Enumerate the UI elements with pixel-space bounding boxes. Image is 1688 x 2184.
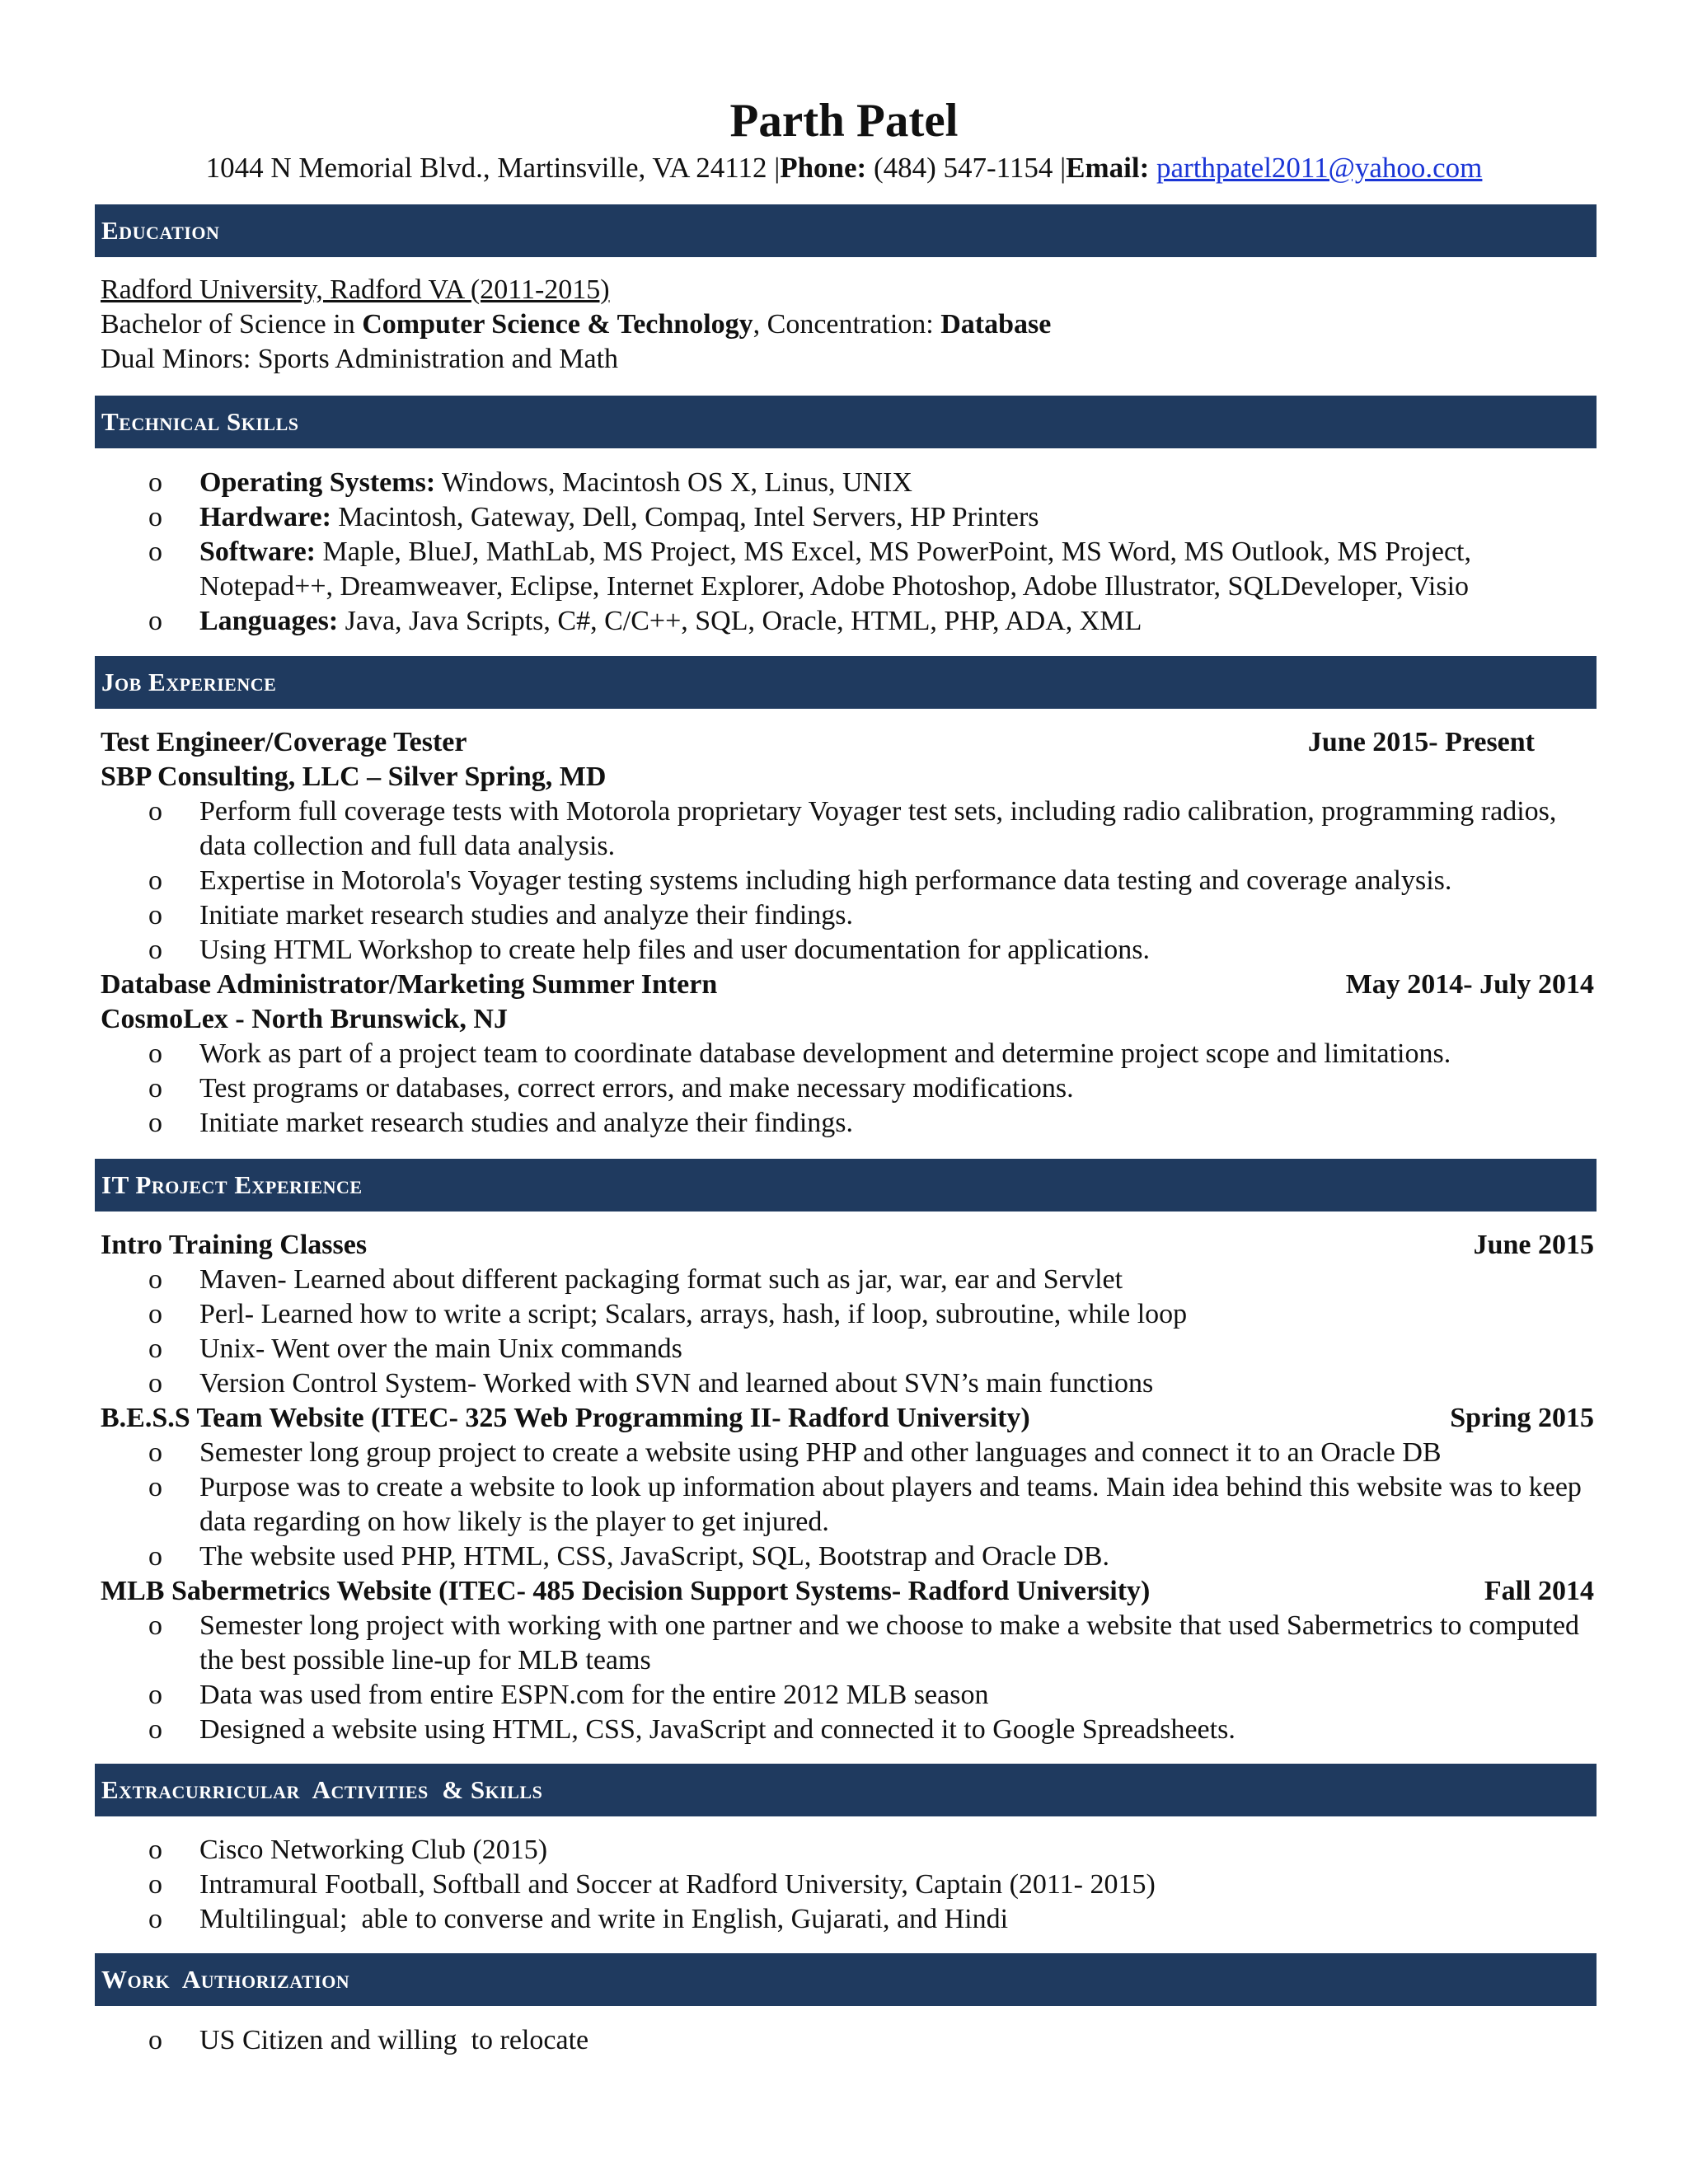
extracurricular-text: Multilingual; able to converse and write in English, Gujarati, and Hindi bbox=[199, 1904, 1009, 1934]
bullet-marker: o bbox=[148, 1073, 162, 1104]
bullet-marker: o bbox=[148, 1368, 162, 1399]
skill-label: Operating Systems: bbox=[199, 467, 436, 498]
job-bullet bbox=[148, 933, 1591, 968]
job-bullet bbox=[148, 1037, 1591, 1071]
project-bullet bbox=[148, 1713, 1591, 1747]
degree-prefix: Bachelor of Science in bbox=[101, 309, 363, 340]
bullet-marker: o bbox=[148, 1680, 162, 1710]
bullet-marker: o bbox=[148, 1299, 162, 1329]
education-school: Radford University, Radford VA (2011-2015) bbox=[101, 274, 610, 305]
project-bullet bbox=[148, 1263, 1591, 1297]
bullet-marker: o bbox=[148, 1472, 162, 1502]
job-bullet-text: Perform full coverage tests with Motorola proprietary Voyager test sets, including radio calibration, programming radios, data collection and full data analysis. bbox=[199, 796, 1557, 861]
project-header bbox=[101, 1228, 1594, 1263]
education-minors: Dual Minors: Sports Administration and Math bbox=[101, 344, 619, 374]
project-bullet bbox=[148, 1540, 1591, 1574]
bullet-marker: o bbox=[148, 1835, 162, 1865]
job-date: May 2014- July 2014 bbox=[1345, 969, 1594, 1000]
section-extracurricular bbox=[95, 1764, 1597, 1816]
project-header bbox=[101, 1574, 1594, 1609]
phone-number: (484) 547-1154 | bbox=[866, 152, 1067, 184]
project-bullet-text: Perl- Learned how to write a script; Scalars, arrays, hash, if loop, subroutine, while loop bbox=[199, 1299, 1188, 1329]
project-bullet-text: The website used PHP, HTML, CSS, JavaScript, SQL, Bootstrap and Oracle DB. bbox=[199, 1541, 1109, 1572]
project-bullet bbox=[148, 1609, 1591, 1678]
skill-label: Languages: bbox=[199, 606, 339, 636]
job-header bbox=[101, 968, 1594, 1002]
section-extracurricular-title: Extracurricular Activities & Skills bbox=[101, 1775, 543, 1804]
project-date: June 2015 bbox=[1473, 1230, 1594, 1260]
bullet-marker: o bbox=[148, 1714, 162, 1745]
job-title: Database Administrator/Marketing Summer Intern bbox=[101, 969, 718, 1000]
bullet-marker: o bbox=[148, 865, 162, 896]
project-bullet-text: Data was used from entire ESPN.com for the entire 2012 MLB season bbox=[199, 1680, 989, 1710]
work-authorization-text: US Citizen and willing to relocate bbox=[199, 2025, 589, 2055]
skill-text: Windows, Macintosh OS X, Linus, UNIX bbox=[435, 467, 912, 498]
degree-mid: , Concentration: bbox=[753, 309, 941, 340]
job-bullet bbox=[148, 1106, 1591, 1141]
project-header bbox=[101, 1401, 1594, 1436]
project-bullet bbox=[148, 1470, 1591, 1540]
skill-text: Macintosh, Gateway, Dell, Compaq, Intel Servers, HP Printers bbox=[331, 502, 1039, 532]
bullet-marker: o bbox=[148, 467, 162, 498]
skill-item bbox=[148, 604, 1591, 639]
section-it-project-experience-title: IT Project Experience bbox=[101, 1170, 363, 1199]
project-bullet-text: Semester long group project to create a website using PHP and other languages and connect it to an Oracle DB bbox=[199, 1437, 1442, 1468]
section-it-project-experience bbox=[95, 1159, 1597, 1212]
job-bullet-text: Initiate market research studies and analyze their findings. bbox=[199, 900, 854, 930]
job-date: June 2015- Present bbox=[1307, 727, 1535, 757]
bullet-marker: o bbox=[148, 935, 162, 965]
bullet-marker: o bbox=[148, 1610, 162, 1641]
section-job-experience bbox=[95, 656, 1597, 709]
project-date: Spring 2015 bbox=[1450, 1403, 1594, 1433]
job-bullet-text: Expertise in Motorola's Voyager testing systems including high performance data testing and coverage analysis. bbox=[199, 865, 1452, 896]
skill-text: Maple, BlueJ, MathLab, MS Project, MS Excel, MS PowerPoint, MS Word, MS Outlook, MS Project, Notepad++, Dreamweaver, Eclipse, Internet Explorer, Adobe Photoshop, Adobe Illustrator, SQLDeveloper, Visio bbox=[199, 537, 1471, 602]
section-education-title: Education bbox=[101, 216, 220, 245]
degree-concentration: Database bbox=[940, 309, 1052, 340]
job-bullet-text: Test programs or databases, correct errors, and make necessary modifications. bbox=[199, 1073, 1074, 1104]
project-bullet-text: Version Control System- Worked with SVN and learned about SVN’s main functions bbox=[199, 1368, 1154, 1399]
bullet-marker: o bbox=[148, 1541, 162, 1572]
section-work-authorization bbox=[95, 1953, 1597, 2006]
address: 1044 N Memorial Blvd., Martinsville, VA 24112 | bbox=[205, 152, 781, 184]
skill-item bbox=[148, 535, 1591, 604]
project-bullet bbox=[148, 1297, 1591, 1332]
project-bullet-text: Designed a website using HTML, CSS, JavaScript and connected it to Google Spreadsheets. bbox=[199, 1714, 1236, 1745]
contact-line bbox=[0, 153, 1688, 182]
project-bullet bbox=[148, 1436, 1591, 1470]
extracurricular-text: Cisco Networking Club (2015) bbox=[199, 1835, 548, 1865]
job-header bbox=[101, 725, 1594, 760]
project-bullet-text: Maven- Learned about different packaging format such as jar, war, ear and Servlet bbox=[199, 1264, 1123, 1295]
job-company: CosmoLex - North Brunswick, NJ bbox=[101, 1004, 508, 1034]
project-title: MLB Sabermetrics Website (ITEC- 485 Decision Support Systems- Radford University) bbox=[101, 1576, 1151, 1606]
job-company: SBP Consulting, LLC – Silver Spring, MD bbox=[101, 762, 607, 792]
bullet-marker: o bbox=[148, 1904, 162, 1934]
project-bullet bbox=[148, 1678, 1591, 1713]
bullet-marker: o bbox=[148, 1264, 162, 1295]
extracurricular-item bbox=[148, 1902, 1591, 1937]
skill-text: Java, Java Scripts, C#, C/C++, SQL, Oracle, HTML, PHP, ADA, XML bbox=[338, 606, 1142, 636]
project-bullet bbox=[148, 1366, 1591, 1401]
degree-major: Computer Science & Technology bbox=[362, 309, 753, 340]
job-bullet-text: Using HTML Workshop to create help files and user documentation for applications. bbox=[199, 935, 1150, 965]
bullet-marker: o bbox=[148, 1333, 162, 1364]
section-technical-skills-title: Technical Skills bbox=[101, 407, 299, 436]
project-bullet-text: Semester long project with working with one partner and we choose to make a website that used Sabermetrics to computed the best possible line-up for MLB teams bbox=[199, 1610, 1580, 1675]
project-date: Fall 2014 bbox=[1484, 1576, 1594, 1606]
job-title: Test Engineer/Coverage Tester bbox=[101, 727, 467, 757]
skill-item bbox=[148, 500, 1591, 535]
project-title: B.E.S.S Team Website (ITEC- 325 Web Programming II- Radford University) bbox=[101, 1403, 1030, 1433]
extracurricular-item bbox=[148, 1868, 1591, 1902]
job-bullet-text: Initiate market research studies and analyze their findings. bbox=[199, 1108, 854, 1138]
job-bullet bbox=[148, 864, 1591, 898]
project-bullet bbox=[148, 1332, 1591, 1366]
bullet-marker: o bbox=[148, 2025, 162, 2055]
bullet-marker: o bbox=[148, 1038, 162, 1069]
extracurricular-text: Intramural Football, Softball and Soccer at Radford University, Captain (2011- 2015) bbox=[199, 1869, 1156, 1900]
project-bullet-text: Unix- Went over the main Unix commands bbox=[199, 1333, 682, 1364]
section-job-experience-title: Job Experience bbox=[101, 668, 277, 696]
bullet-marker: o bbox=[148, 502, 162, 532]
skill-label: Hardware: bbox=[199, 502, 331, 532]
bullet-marker: o bbox=[148, 1437, 162, 1468]
work-authorization-item bbox=[148, 2023, 1591, 2058]
bullet-marker: o bbox=[148, 1108, 162, 1138]
job-bullet-text: Work as part of a project team to coordinate database development and determine project scope and limitations. bbox=[199, 1038, 1451, 1069]
bullet-marker: o bbox=[148, 537, 162, 567]
bullet-marker: o bbox=[148, 606, 162, 636]
job-bullet bbox=[148, 794, 1591, 864]
extracurricular-item bbox=[148, 1833, 1591, 1868]
skill-item bbox=[148, 466, 1591, 500]
job-bullet bbox=[148, 898, 1591, 933]
bullet-marker: o bbox=[148, 900, 162, 930]
email-label: Email: bbox=[1066, 152, 1150, 184]
bullet-marker: o bbox=[148, 1869, 162, 1900]
project-title: Intro Training Classes bbox=[101, 1230, 368, 1260]
candidate-name: Parth Patel bbox=[729, 95, 959, 147]
email-link[interactable]: parthpatel2011@yahoo.com bbox=[1156, 152, 1483, 184]
skill-label: Software: bbox=[199, 537, 316, 567]
education-degree bbox=[101, 307, 1051, 342]
section-education bbox=[95, 204, 1597, 257]
phone-label: Phone: bbox=[780, 152, 867, 184]
project-bullet-text: Purpose was to create a website to look up information about players and teams. Main idea behind this website was to keep data regarding on how likely is the player to get injured. bbox=[199, 1472, 1582, 1537]
section-work-authorization-title: Work Authorization bbox=[101, 1965, 350, 1994]
bullet-marker: o bbox=[148, 796, 162, 827]
section-technical-skills bbox=[95, 396, 1597, 448]
job-bullet bbox=[148, 1071, 1591, 1106]
